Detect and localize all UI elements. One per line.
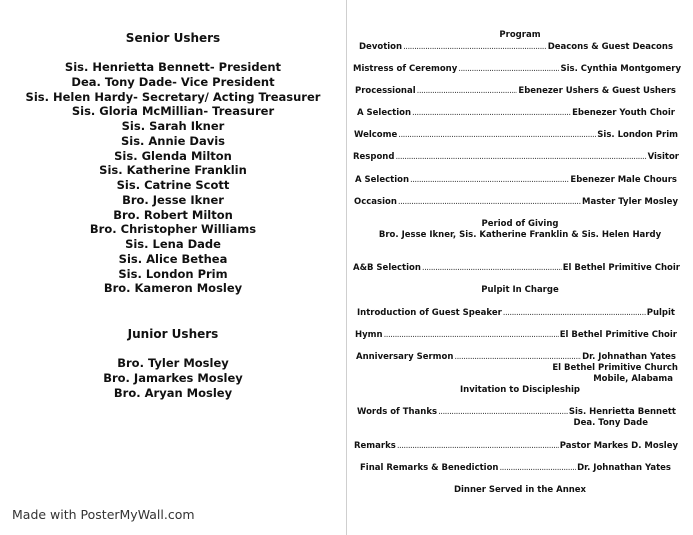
program-label: Welcome [354,130,398,140]
list-item: Bro. Tyler Mosley [117,356,229,370]
leader-dots [499,463,576,474]
program-value: Pastor Markes D. Mosley [559,441,678,451]
leader-dots [412,108,571,119]
program-value: Ebenezer Ushers & Guest Ushers [518,86,676,96]
invitation-to-discipleship: Invitation to Discipleship [459,385,580,395]
leader-dots [397,441,559,452]
program-row-processional [355,86,676,97]
leader-dots [503,308,646,319]
list-item: Bro. Jesse Ikner [122,192,224,207]
junior-ushers-title: Junior Ushers [127,327,219,341]
program-value: Ebenezer Male Chours [570,175,677,185]
program-label: Introduction of Guest Speaker [357,308,502,318]
list-item: Sis. Sarah Ikner [121,119,225,133]
program-value: Visitor [647,152,679,162]
ushers-panel [0,0,346,535]
list-item: Bro. Kameron Mosley [103,281,243,296]
list-item: Bro. Aryan Mosley [113,385,233,400]
leader-dots [403,42,547,53]
program-row-respond [353,152,679,163]
program-value: Dr. Johnathan Yates [582,352,676,362]
leader-dots [398,197,581,208]
pulpit-in-charge: Pulpit In Charge [481,285,559,295]
sermon-church: El Bethel Primitive Church [552,363,678,373]
leader-dots [458,64,559,75]
program-label: Words of Thanks [357,407,438,417]
program-row-welcome [354,130,678,141]
leader-dots [438,407,568,418]
program-value: El Bethel Primitive Choir [559,330,677,340]
program-label: A&B Selection [353,263,421,273]
program-row-words-of-thanks [357,407,676,418]
program-value: Sis. Cynthia Montgomery [560,64,681,74]
dinner-note: Dinner Served in the Annex [453,485,587,495]
leader-dots [454,352,581,363]
list-item: Sis. Catrine Scott [116,178,230,192]
list-item: Sis. London Prim [118,266,228,281]
program-label: Final Remarks & Benediction [360,463,499,473]
leader-dots [395,152,646,163]
senior-ushers-list [0,60,346,296]
program-row-devotion [359,42,673,53]
program-row-hymn [355,330,677,341]
leader-dots [384,330,559,341]
program-label: Remarks [354,441,396,451]
program-label: A Selection [357,108,412,118]
list-item: Dea. Tony Dade- Vice President [71,74,275,89]
program-label: Anniversary Sermon [356,352,454,362]
list-item: Sis. Gloria McMillian- Treasurer [71,104,275,119]
program-value: Pulpit [646,308,675,318]
program-value: Dr. Johnathan Yates [577,463,671,473]
program-row-occasion [354,197,678,208]
program-label: Hymn [355,330,383,340]
program-label: A Selection [355,175,410,185]
program-row-remarks [354,441,678,452]
program-row-selection-youth [357,108,675,119]
program-row-introduction [357,308,675,319]
list-item: Sis. Alice Bethea [118,251,228,266]
period-of-giving-names: Bro. Jesse Ikner, Sis. Katherine Franklin & Sis. Helen Hardy [378,230,662,240]
period-of-giving-title: Period of Giving [481,219,559,229]
program-label: Devotion [359,42,403,52]
program-value: Ebenezer Youth Choir [572,108,675,118]
program-value: Master Tyler Mosley [582,197,678,207]
program-value: Sis. Henrietta Bennett [568,407,676,417]
list-item: Sis. Glenda Milton [114,148,232,163]
program-row-final-remarks [360,463,671,474]
program-row-mistress [353,64,681,75]
junior-ushers-list [0,356,346,400]
list-item: Bro. Jamarkes Mosley [103,370,243,385]
senior-ushers-title: Senior Ushers [125,31,221,45]
program-value: Sis. London Prim [597,130,678,140]
watermark: Made with PosterMyWall.com [12,507,195,522]
program-row-sermon [356,352,676,363]
program-label: Mistress of Ceremony [353,64,458,74]
program-label: Respond [353,152,395,162]
list-item: Sis. Lena Dade [125,237,221,251]
leader-dots [398,130,596,141]
program-label: Occasion [354,197,397,207]
list-item: Bro. Christopher Williams [89,222,257,237]
list-item: Sis. Katherine Franklin [99,163,247,178]
sermon-city: Mobile, Alabama [593,374,673,384]
list-item: Sis. Henrietta Bennett- President [64,60,282,74]
leader-dots [410,175,569,186]
program-label: Processional [355,86,416,96]
thanks-second-name: Dea. Tony Dade [573,418,648,428]
program-row-ab-selection [353,263,680,274]
list-item: Sis. Helen Hardy- Secretary/ Acting Treasurer [25,89,321,104]
list-item: Sis. Annie Davis [120,133,226,148]
leader-dots [422,263,562,274]
program-panel [347,0,693,535]
program-value: Deacons & Guest Deacons [547,42,673,52]
list-item: Bro. Robert Milton [113,207,233,222]
program-value: El Bethel Primitive Choir [562,263,680,273]
leader-dots [417,86,518,97]
program-title: Program [499,30,541,40]
program-row-selection-male [355,175,677,186]
